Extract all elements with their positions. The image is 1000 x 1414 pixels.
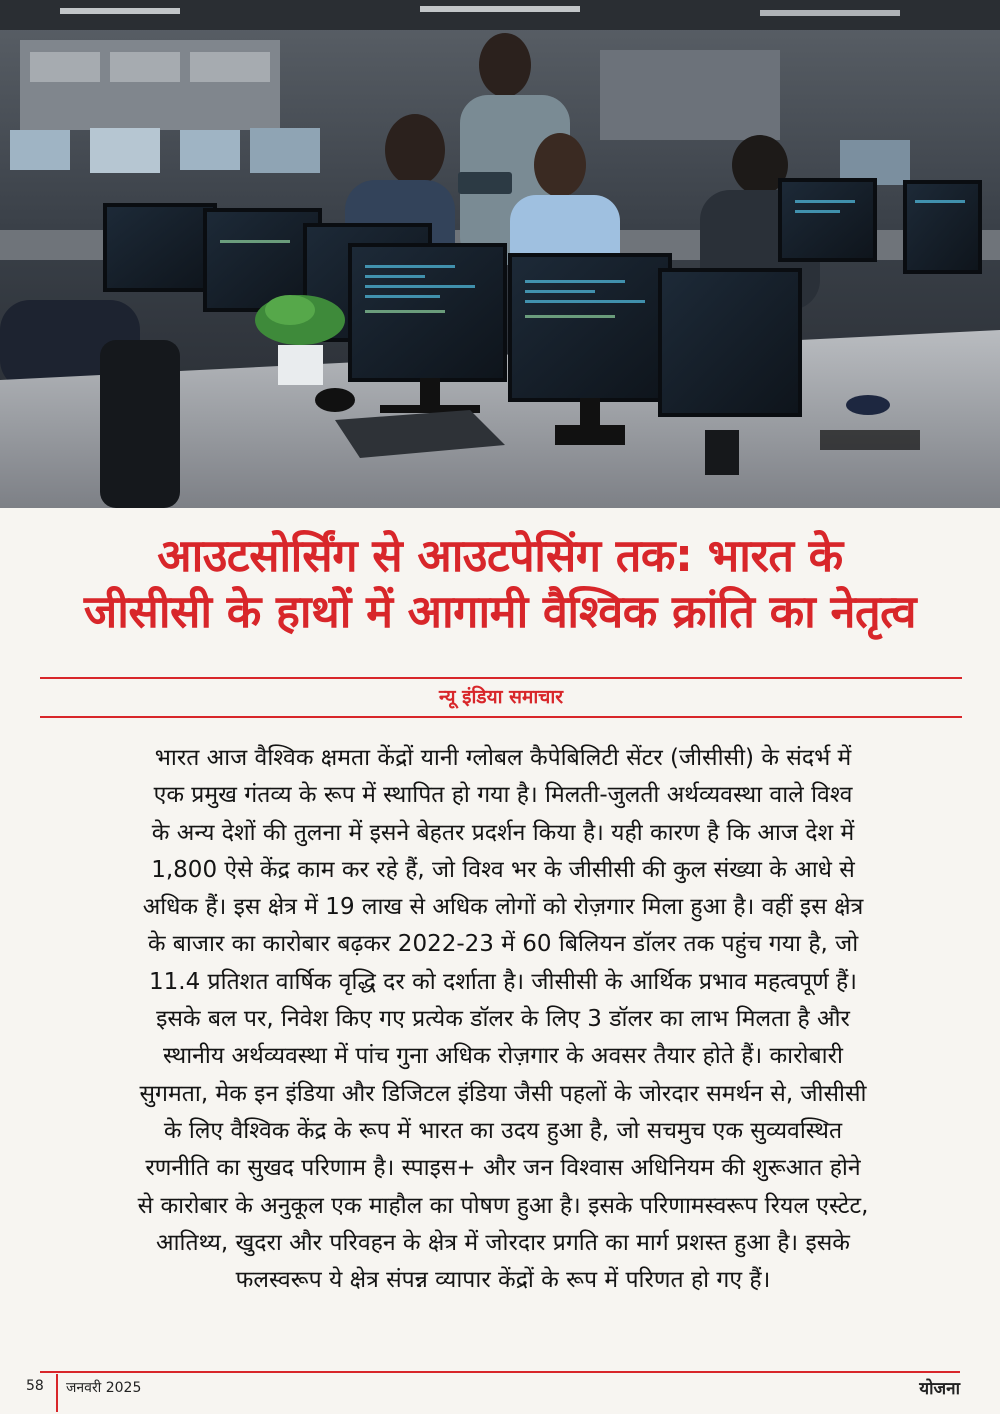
footer-rule [40, 1371, 960, 1373]
body-line: अधिक हैं। इस क्षेत्र में 19 लाख से अधिक लोगों को रोज़गार मिला हुआ है। वहीं इस क्षेत्र [142, 894, 864, 921]
byline: न्यू इंडिया समाचार [438, 686, 564, 708]
body-line: के बाजार का कारोबार बढ़कर 2022-23 में 60 बिलियन डॉलर तक पहुंच गया है, जो [147, 931, 859, 958]
body-line: इसके बल पर, निवेश किए गए प्रत्येक डॉलर के लिए 3 डॉलर का लाभ मिलता है और [156, 1006, 850, 1033]
title-line-2: जीसीसी के हाथों में आगामी वैश्विक क्रांति का नेतृत्व [83, 585, 917, 638]
title-line-1: आउटसोर्सिंग से आउटपेसिंग तक: भारत के [157, 529, 843, 582]
body-line: के अन्य देशों की तुलना में इसने बेहतर प्रदर्शन किया है। यही कारण है कि आज देश में [151, 819, 855, 846]
body-line: के लिए वैश्विक केंद्र के रूप में भारत का उदय हुआ है, जो सचमुच एक सुव्यवस्थित [163, 1117, 843, 1144]
body-line: स्थानीय अर्थव्यवस्था में पांच गुना अधिक रोज़गार के अवसर तैयार होते हैं। कारोबारी [163, 1043, 843, 1070]
body-line: सुगमता, मेक इन इंडिया और डिजिटल इंडिया जैसी पहलों के जोरदार समर्थन से, जीसीसी [139, 1080, 867, 1107]
office-workstation-photo [0, 0, 1000, 508]
body-line: से कारोबार के अनुकूल एक माहौल का पोषण हुआ है। इसके परिणामस्वरूप रियल एस्टेट, [137, 1192, 869, 1219]
body-line: भारत आज वैश्विक क्षमता केंद्रों यानी ग्लोबल कैपेबिलिटी सेंटर (जीसीसी) के संदर्भ में [154, 745, 852, 771]
byline-rule-top [40, 677, 962, 679]
body-line: रणनीति का सुखद परिणाम है। स्पाइस+ और जन विश्वास अधिनियम की शुरूआत होने [145, 1155, 861, 1182]
body-line: फलस्वरूप ये क्षेत्र संपन्न व्यापार केंद्रों के रूप में परिणत हो गए हैं। [235, 1267, 771, 1294]
page-number: 58 [26, 1378, 44, 1394]
magazine-name: योजना [919, 1379, 960, 1399]
article-title [40, 528, 960, 640]
body-line: 1,800 ऐसे केंद्र काम कर रहे हैं, जो विश्व भर के जीसीसी की कुल संख्या के आधे से [151, 856, 855, 883]
body-line: आतिथ्य, खुदरा और परिवहन के क्षेत्र में जोरदार प्रगति का मार्ग प्रशस्त हुआ है। इसके [156, 1229, 850, 1256]
issue-date: जनवरी 2025 [66, 1380, 142, 1396]
article-body [46, 740, 960, 1299]
hero-photo [0, 0, 1000, 508]
byline-rule-bottom [40, 716, 962, 718]
body-line: 11.4 प्रतिशत वार्षिक वृद्धि दर को दर्शाता है। जीसीसी के आर्थिक प्रभाव महत्वपूर्ण हैं। [149, 968, 857, 995]
body-line: एक प्रमुख गंतव्य के रूप में स्थापित हो गया है। मिलती-जुलती अर्थव्यवस्था वाले विश्व [153, 782, 853, 809]
footer-separator [56, 1374, 58, 1412]
